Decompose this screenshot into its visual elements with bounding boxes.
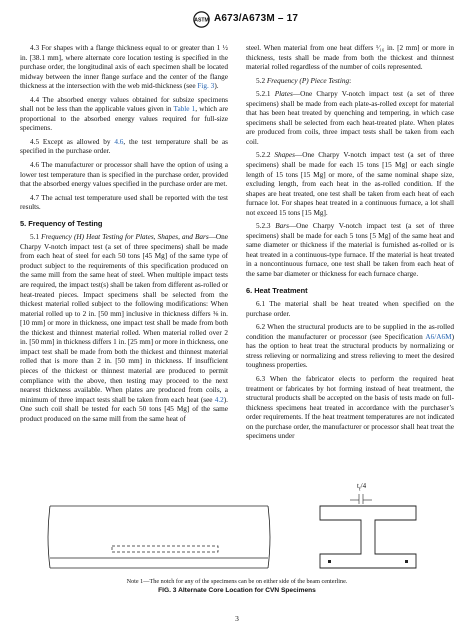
paragraph-6-1: 6.1 The material shall be heat treated when specified on the purchase order.	[246, 300, 454, 318]
dimension-tf4	[350, 494, 372, 504]
section-heading-6: 6. Heat Treatment	[246, 285, 308, 295]
left-column	[20, 44, 228, 428]
section-4-6-link[interactable]: 4.6	[114, 137, 124, 146]
section-heading-5: 5. Frequency of Testing	[20, 218, 103, 228]
figure-caption: FIG. 3 Alternate Core Location for CVN Specimens	[158, 587, 316, 594]
paragraph-4-7: 4.7 The actual test temperature used shall be reported with the test results.	[20, 193, 228, 212]
paragraph-4-3: 4.3 For shapes with a flange thickness equal to or greater than 1 ½ in. [38.1 mm], where alternate core location testing is specified in the purchase order, the longitudinal axis of each specimen shall be located midway between the inner flange surface and the center of the flange thickness at the intersection with the web mid-thickness (see Fig. 3).	[20, 44, 228, 91]
beam-elevation	[48, 506, 270, 568]
paragraph-5-2: 5.2 Frequency (P) Piece Testing:	[256, 76, 352, 85]
beam-cross-section	[320, 506, 416, 568]
cvn-core-location-diagram	[20, 484, 454, 576]
spec-a6-link[interactable]: A6/A6M	[425, 332, 452, 341]
svg-text:ASTM: ASTM	[194, 17, 209, 24]
paragraph-6-2: 6.2 When the structural products are to be supplied in the as-rolled condition the manufacturer or processor (see Specification A6/A6M) has the option to heat treat the structural products by normalizing or stress relieving or normalizing and stress relieving to meet the desired toughness properties.	[246, 323, 454, 370]
page-number: 3	[235, 614, 239, 623]
paragraph-6-3: 6.3 When the fabricator elects to perform the required heat treatment or fabricates by hot forming instead of heat treatment, the structural products shall be accepted on the basis of tests made on full-thickness specimens heat treated in accordance with the purchaser’s order requirements. If the heat treatment temperatures are not indicated on the purchase order, the manufacturer or processor shall heat treat the specimens under	[246, 374, 454, 441]
paragraph-5-1-continued: steel. When material from one heat differs ¹⁄₁₆ in. [2 mm] or more in thickness, tests shall be made from both the thickest and thinnest material rolled regardless of the number of coils represented.	[246, 44, 454, 72]
figure-note: Note 1—The notch for any of the specimens can be on either side of the beam centerline.	[126, 578, 348, 585]
astm-logo-icon	[193, 11, 210, 28]
paragraph-4-5: 4.5 Except as allowed by 4.6, the test temperature shall be as specified in the purchase order.	[20, 137, 228, 156]
paragraph-5-2-2: 5.2.2 Shapes—One Charpy V-notch impact test (a set of three specimens) shall be made for each 15 tons [15 Mg] or each single length of 15 tons [15 Mg] or more, of the same nominal shape size, excluding length, from each heat in the as-rolled condition. If the shapes are heat treated, one test shall be taken from each heat of each furnace lot. For shapes heat treated in a continuous furnace, a lot shall not exceed 15 tons [15 Mg].	[246, 151, 454, 217]
paragraph-5-1: 5.1 Frequency (H) Heat Testing for Plates, Shapes, and Bars—One Charpy V-notch impact test (a set of three specimens) shall be made from each heat of steel for each 50 tons [45 Mg] of the same type of product subject to the requirements of this specification produced on the same mill from the same heat of steel. When multiple impact tests are required, the impact test(s) shall be taken from different as-rolled or heat-treated pieces. Impact specimens shall be selected from the thickest material rolled subject to the following modifications: When material rolled up to 2 in. [50 mm] inclusive in thickness differs ⅜ in. [10 mm] or more in thickness, one impact test shall be made from both the thickest and thinnest material rolled. When material rolled over 2 in. [50 mm] in thickness differs 1 in. [25 mm] or more in thickness, one impact test shall be made from both the thickest and thinnest material rolled that is more than 2 in. [50 mm] in thickness. If insufficient pieces of the thickest or thinnest material are produced to permit compliance with the above, then testing may proceed to the next nearest thickness available. When plates are produced from coils, a minimum of three impact tests shall be taken from each heat (see 4.2). One such coil shall be tested for each 50 tons [45 Mg] of the same product produced on the same mill from the same heat of	[20, 233, 228, 423]
paragraph-4-4: 4.4 The absorbed energy values obtained for subsize specimens shall not be less than the applicable values given in Table 1, which are proportional to the absorbed energy values required for full-size specimens.	[20, 95, 228, 133]
page-header	[0, 10, 474, 32]
specimen-markers	[328, 560, 408, 563]
right-column	[246, 44, 454, 446]
paragraph-5-2-1: 5.2.1 Plates—One Charpy V-notch impact test (a set of three specimens) shall be made from each plate-as-rolled except for material that has been heat treated by quenching and tempering, in which case specimens shall be selected from each heat-treated plate. When plates are produced from coils, three impact tests shall be taken from each coil.	[246, 90, 454, 146]
fig-3-link[interactable]: Fig. 3	[197, 82, 215, 91]
paragraph-5-2-3: 5.2.3 Bars—One Charpy V-notch impact test (a set of three specimens) shall be made for each 5 tons [5 Mg] of the same heat and same diameter or thickness if the material is furnished as-rolled or is heat treated in a continuous-type furnace. If the material is heat treated in a noncontinuous furnace, one test shall be taken from each heat of the same bar diameter or thickness for each furnace charge.	[246, 222, 454, 279]
document-designation: A673/A673M – 17	[214, 13, 299, 24]
dimension-label: $t_f/4$	[357, 482, 367, 493]
paragraph-4-6: 4.6 The manufacturer or processor shall have the option of using a lower test temperature than is specified in the purchase order, provided that the absorbed energy values specified in the purchase order are met.	[20, 161, 228, 189]
figure-3-drawing	[20, 484, 454, 576]
specimen-location-dashed	[112, 546, 218, 552]
section-4-2-link[interactable]: 4.2	[214, 395, 224, 404]
table-1-link[interactable]: Table 1	[173, 105, 196, 114]
